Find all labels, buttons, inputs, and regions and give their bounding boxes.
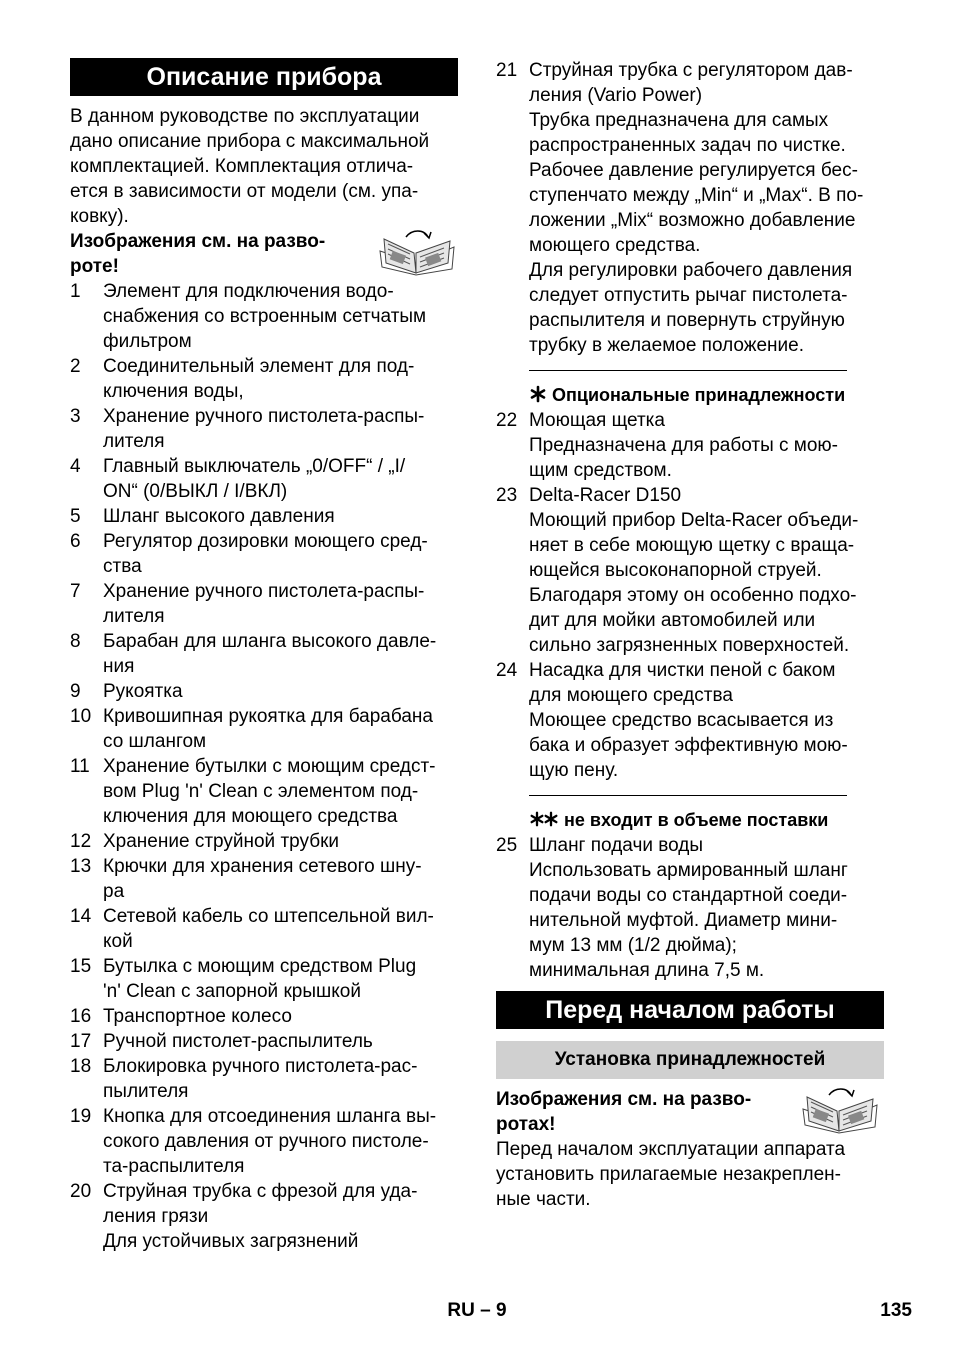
item-number: 21	[496, 60, 518, 81]
optional-accessories-heading	[496, 383, 884, 408]
item-number: 23	[496, 485, 518, 506]
item-text	[103, 529, 458, 579]
item-line: няет в себе моющую щетку с враща-	[529, 535, 855, 556]
left-column	[70, 58, 458, 1254]
list-item	[70, 404, 458, 454]
see-note-line: Изображения см. на разво-	[70, 231, 326, 252]
book-icon	[376, 229, 458, 277]
divider	[529, 370, 847, 371]
item-line: Благодаря этому он особенно подхо-	[529, 585, 857, 606]
section-page-label: RU – 9	[447, 1300, 507, 1321]
list-item	[496, 833, 884, 983]
item-line: Моющий прибор Delta-Racer объеди-	[529, 510, 859, 531]
item-text	[103, 954, 458, 1004]
list-item	[70, 1004, 458, 1029]
item-line: трубку в желаемое положение.	[529, 335, 804, 356]
list-item	[496, 658, 884, 783]
item-line: ющейся высоконапорной струей.	[529, 560, 822, 581]
list-item	[70, 279, 458, 354]
list-item	[70, 829, 458, 854]
item-number: 18	[70, 1056, 92, 1077]
item-number: 3	[70, 406, 81, 427]
item-text	[103, 1054, 458, 1104]
list-item	[70, 904, 458, 954]
intro-line: ется в зависимости от модели (см. упа-	[70, 181, 419, 202]
item-number: 9	[70, 681, 81, 702]
item-text	[529, 408, 884, 483]
parts-list-continued	[496, 58, 884, 358]
item-number: 6	[70, 531, 81, 552]
item-line: ключения воды,	[103, 381, 244, 402]
item-text	[103, 854, 458, 904]
item-line: сокого давления от ручного пистоле-	[103, 1131, 429, 1152]
list-item	[70, 504, 458, 529]
outro-line: установить прилагаемые незакреплен-	[496, 1164, 841, 1185]
item-line: ления грязи	[103, 1206, 209, 1227]
item-line: ра	[103, 881, 125, 902]
list-item	[70, 1104, 458, 1179]
item-text	[103, 1029, 458, 1054]
item-line: ления (Vario Power)	[529, 85, 703, 106]
item-line: 'n' Clean с запорной крышкой	[103, 981, 361, 1002]
item-line: та-распылителя	[103, 1156, 245, 1177]
item-number: 20	[70, 1181, 92, 1202]
list-item	[70, 1179, 458, 1254]
item-line: кой	[103, 931, 133, 952]
list-item	[496, 483, 884, 658]
item-line: щую пену.	[529, 760, 619, 781]
list-item	[70, 529, 458, 579]
optional-accessories-label: Опциональные принадлежности	[552, 385, 846, 405]
item-line: Соединительный элемент для под-	[103, 356, 415, 377]
item-number: 2	[70, 356, 81, 377]
list-item	[496, 58, 884, 358]
asterisk-icon	[543, 810, 559, 828]
see-note-line: Изображения см. на разво-	[496, 1089, 752, 1110]
item-text	[103, 354, 458, 404]
item-line: Рукоятка	[103, 681, 183, 702]
item-line: Delta-Racer D150	[529, 485, 682, 506]
item-number: 14	[70, 906, 92, 927]
item-line: моющего средства.	[529, 235, 701, 256]
list-item	[70, 454, 458, 504]
item-line: фильтром	[103, 331, 192, 352]
item-line: щим средством.	[529, 460, 672, 481]
item-line: Блокировка ручного пистолета-рас-	[103, 1056, 418, 1077]
not-included-list	[496, 833, 884, 983]
item-text	[103, 279, 458, 354]
intro-line: В данном руководстве по эксплуатации	[70, 106, 420, 127]
item-line: мум 13 мм (1/2 дюйма);	[529, 935, 737, 956]
item-line: снабжения со встроенным сетчатым	[103, 306, 427, 327]
item-text	[103, 679, 458, 704]
item-line: Струйная трубка с фрезой для уда-	[103, 1181, 418, 1202]
item-line: распространенных задач по чистке.	[529, 135, 846, 156]
item-line: Элемент для подключения водо-	[103, 281, 394, 302]
list-item	[70, 754, 458, 829]
item-line: Транспортное колесо	[103, 1006, 292, 1027]
item-text	[529, 658, 884, 783]
not-included-label: не входит в объеме поставки	[564, 810, 829, 830]
right-column	[496, 58, 884, 1212]
item-number: 1	[70, 281, 81, 302]
outro-line: Перед началом эксплуатации аппарата	[496, 1139, 846, 1160]
list-item	[70, 1029, 458, 1054]
item-line: Хранение бутылки с моющим средст-	[103, 756, 436, 777]
list-item	[70, 629, 458, 679]
divider	[529, 795, 847, 796]
item-line: нительной муфтой. Диаметр мини-	[529, 910, 838, 931]
item-line: Рабочее давление регулируется бес-	[529, 160, 858, 181]
item-line: минимальная длина 7,5 м.	[529, 960, 765, 981]
item-number: 24	[496, 660, 518, 681]
section-heading-description: Описание прибора	[70, 58, 458, 96]
intro-paragraph	[70, 104, 458, 229]
item-number: 17	[70, 1031, 92, 1052]
subsection-heading-install-accessories: Установка принадлежностей	[496, 1041, 884, 1079]
item-line: ства	[103, 556, 142, 577]
item-line: Барабан для шланга высокого давле-	[103, 631, 437, 652]
item-line: подачи воды со стандартной соеди-	[529, 885, 848, 906]
item-number: 22	[496, 410, 518, 431]
asterisk-icon	[529, 385, 547, 403]
item-line: Струйная трубка с регулятором дав-	[529, 60, 853, 81]
see-fold-out-note	[70, 229, 458, 279]
item-text	[103, 504, 458, 529]
item-line: Использовать армированный шланг	[529, 860, 848, 881]
list-item	[70, 704, 458, 754]
item-text	[103, 829, 458, 854]
item-text	[103, 629, 458, 679]
intro-line: ковку).	[70, 206, 129, 227]
item-line: Шланг высокого давления	[103, 506, 335, 527]
item-number: 15	[70, 956, 92, 977]
item-line: Насадка для чистки пеной с баком	[529, 660, 836, 681]
item-line: сильно загрязненных поверхностей.	[529, 635, 850, 656]
item-line: Предназначена для работы с мою-	[529, 435, 838, 456]
item-text	[529, 483, 884, 658]
item-line: ON“ (0/ВЫКЛ / I/ВКЛ)	[103, 481, 288, 502]
item-number: 12	[70, 831, 92, 852]
intro-line: дано описание прибора с максимальной	[70, 131, 430, 152]
list-item	[70, 954, 458, 1004]
item-number: 5	[70, 506, 81, 527]
item-line: Бутылка с моющим средством Plug	[103, 956, 417, 977]
item-text	[103, 579, 458, 629]
item-line: Для регулировки рабочего давления	[529, 260, 853, 281]
item-line: вом Plug 'n' Clean с элементом под-	[103, 781, 419, 802]
item-number: 4	[70, 456, 81, 477]
item-line: для моющего средства	[529, 685, 733, 706]
item-line: пылителя	[103, 1081, 189, 1102]
see-fold-out-note	[496, 1087, 884, 1137]
item-line: лителя	[103, 606, 165, 627]
item-number: 19	[70, 1106, 92, 1127]
item-line: Главный выключатель „0/OFF“ / „I/	[103, 456, 406, 477]
list-item	[70, 854, 458, 904]
item-number: 25	[496, 835, 518, 856]
item-number: 8	[70, 631, 81, 652]
parts-list	[70, 279, 458, 1254]
item-line: ния	[103, 656, 135, 677]
item-line: дит для мойки автомобилей или	[529, 610, 816, 631]
item-line: ложении „Mix“ возможно добавление	[529, 210, 856, 231]
item-line: ключения для моющего средства	[103, 806, 398, 827]
item-line: Хранение ручного пистолета-распы-	[103, 406, 425, 427]
see-note-line: ротах!	[496, 1114, 556, 1135]
item-text	[103, 754, 458, 829]
section-heading-before-start: Перед началом работы	[496, 991, 884, 1029]
item-line: лителя	[103, 431, 165, 452]
item-text	[529, 833, 884, 983]
item-line: Хранение струйной трубки	[103, 831, 340, 852]
outro-paragraph	[496, 1137, 884, 1212]
book-icon	[796, 1087, 884, 1135]
item-line: Кнопка для отсоединения шланга вы-	[103, 1106, 437, 1127]
item-line: Крючки для хранения сетевого шну-	[103, 856, 422, 877]
item-text	[103, 454, 458, 504]
item-line: Кривошипная рукоятка для барабана	[103, 706, 433, 727]
item-number: 13	[70, 856, 92, 877]
item-line: следует отпустить рычаг пистолета-	[529, 285, 848, 306]
item-text	[529, 58, 884, 358]
item-line: Моющая щетка	[529, 410, 665, 431]
item-number: 7	[70, 581, 81, 602]
item-line: со шлангом	[103, 731, 207, 752]
item-line: Регулятор дозировки моющего сред-	[103, 531, 428, 552]
list-item	[70, 354, 458, 404]
item-line: Трубка предназначена для самых	[529, 110, 829, 131]
item-line: Ручной пистолет-распылитель	[103, 1031, 373, 1052]
item-number: 11	[70, 756, 90, 777]
list-item	[70, 579, 458, 629]
item-line: Шланг подачи воды	[529, 835, 704, 856]
item-line: бака и образует эффективную мою-	[529, 735, 848, 756]
item-number: 10	[70, 706, 92, 727]
item-line: Для устойчивых загрязнений	[103, 1231, 359, 1252]
list-item	[496, 408, 884, 483]
not-included-heading	[496, 808, 884, 833]
intro-line: комплектацией. Комплектация отлича-	[70, 156, 414, 177]
item-line: распылителя и повернуть струйную	[529, 310, 845, 331]
item-text	[103, 404, 458, 454]
item-text	[103, 1179, 458, 1254]
item-text	[103, 1104, 458, 1179]
item-number: 16	[70, 1006, 92, 1027]
item-text	[103, 704, 458, 754]
list-item	[70, 1054, 458, 1104]
see-note-line: роте!	[70, 256, 119, 277]
item-line: Моющее средство всасывается из	[529, 710, 834, 731]
item-line: Сетевой кабель со штепсельной вил-	[103, 906, 434, 927]
list-item	[70, 679, 458, 704]
optional-accessories-list	[496, 408, 884, 783]
item-line: ступенчато между „Min“ и „Max“. В по-	[529, 185, 864, 206]
item-text	[103, 1004, 458, 1029]
page-number: 135	[880, 1300, 912, 1321]
item-line: Хранение ручного пистолета-распы-	[103, 581, 425, 602]
outro-line: ные части.	[496, 1189, 591, 1210]
item-text	[103, 904, 458, 954]
